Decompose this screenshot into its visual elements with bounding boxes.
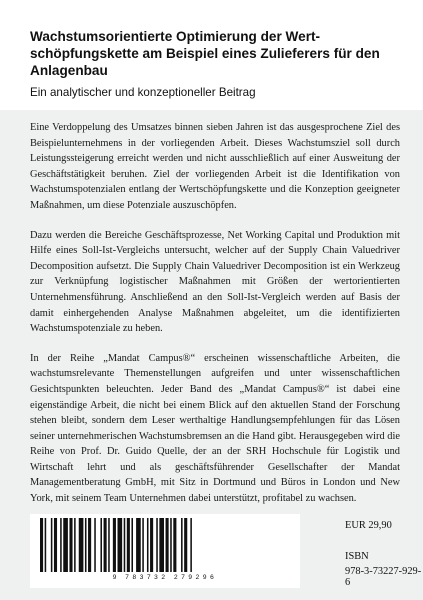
title-block xyxy=(0,0,423,110)
book-title: Wachstumsorientierte Optimierung der Wert-schöpfungskette am Beispiel eines Zulieferers für den Anlagenbau xyxy=(30,29,380,78)
barcode-digits: 9 783732 279296 xyxy=(112,574,218,581)
blurb-paragraph: Eine Verdoppelung des Umsatzes binnen sieben Jahren ist das ausgesprochene Ziel des Beispielunternehmens in der vorliegenden Arbeit. Dieses Wachstumsziel soll durch Leistungssteigerung erreicht werden und nicht ausschließlich auf einer Ausweitung der Geschäftstätigkeit beruhen. Ziel der vorliegenden Arbeit ist die Identifikation von Wachstumspotenzialen entlang der Wertschöpfungskette und die Konzeption geeigneter Maßnahmen, um diese Potenziale auszuschöpfen. xyxy=(30,122,400,211)
blurb-paragraph: Dazu werden die Bereiche Geschäftsprozesse, Net Working Capital und Produktion mit Hilfe eines Soll-Ist-Vergleichs untersucht, welcher auf der Supply Chain Valuedriver Decomposition aufsetzt. Die Supply Chain Valuedriver Decomposition ist ein Werkzeug zur Verknüpfung logistischer Maßnahmen mit Größen der wertorientierten Unternehmensführung. Anschließend an den Soll-Ist-Vergleich werden auf Basis der damit einhergehenden Analyse Maßnahmen abgeleitet, um die identifizierten Wachstumspotenziale zu heben. xyxy=(30,229,400,335)
blurb-paragraph: In der Reihe „Mandat Campus®“ erscheinen wissenschaftliche Arbeiten, die wachstumsrelevante Themenstellungen aufgreifen und unter wissenschaftlichen Gesichtspunkten beleuchten. Jeder Band des „Mandat Campus®“ ist dabei eine eigenständige Arbeit, die nicht bei einem Blick auf den aktuellen Stand der Forschung stehen bleibt, sondern dem Leser werthaltige Handlungsempfehlungen für das Lösen seiner unternehmerischen Wachstumsbremsen an die Hand gibt. Herausgegeben wird die Reihe von Prof. Dr. Guido Quelle, der an der SRH Hochschule für Logistik und Wirtschaft lehrt und als geschäftsführender Gesellschafter der Mandat Managementberatung GmbH, mit Sitz in Dortmund und Büros in London und New York, mit seinem Team Unternehmen dabei unterstützt, profitabel zu wachsen. xyxy=(30,352,400,505)
blurb-text xyxy=(30,120,400,521)
isbn-number: 978-3-73227-929-6 xyxy=(345,566,422,588)
barcode-image xyxy=(38,518,292,574)
price-label: EUR 29,90 xyxy=(345,520,392,531)
book-subtitle: Ein analytischer und konzeptioneller Beitrag xyxy=(30,86,256,99)
barcode-panel xyxy=(30,514,300,588)
isbn-label: ISBN xyxy=(345,551,369,562)
